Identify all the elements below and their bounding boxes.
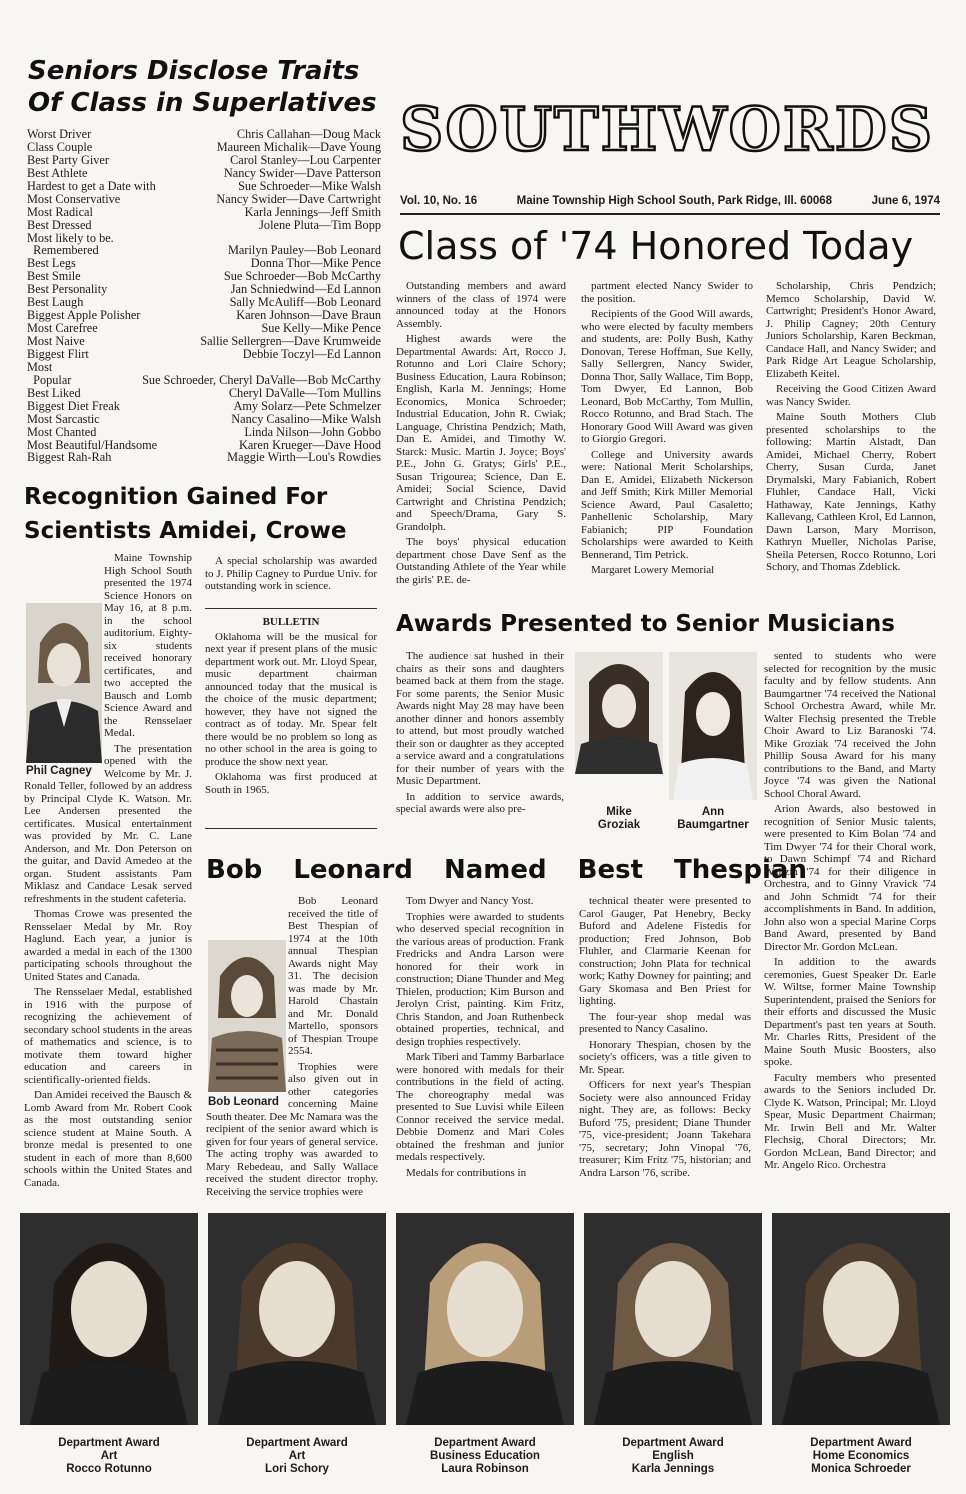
scientists-column-2 xyxy=(205,555,377,596)
superlative-row xyxy=(27,321,381,334)
paragraph: Officers for next year's Thespian Society were also announced Friday night. They are, as follows: Becky Buford '75, president; Diane Thunder '75, vice-president; Joann Takehara '75, secretary; John Vinopal '76, treasurer; Kim Fritz '75, historian; and Andra Larson '76, scribe. xyxy=(579,1079,751,1179)
superlative-label: Popular xyxy=(27,372,72,387)
paragraph: The Rensselaer Medal, established in 1916 with the purpose of recognizing the achievement of secondary school students in the areas of mathematics and science, is to motivate them toward higher education and careers in scientifically-oriented fields. xyxy=(24,986,192,1086)
department-award-photo xyxy=(396,1213,574,1425)
paragraph: Margaret Lowery Memorial xyxy=(591,564,715,576)
thespian-column-1 xyxy=(206,895,378,1201)
paragraph: Thomas Crowe was presented the Rensselaer Medal by Mr. Roy Haglund. Each year, a junior is awarded a medal in each of the 1300 participating schools throughout the United States and Canada. xyxy=(24,908,192,983)
class74-column-3 xyxy=(766,280,936,577)
superlative-names: Nancy Swider—Dave Cartwright xyxy=(216,191,381,206)
department-award-name: Rocco Rotunno xyxy=(66,1463,152,1475)
department-award-title: Department Award xyxy=(58,1437,160,1449)
scholarship-paragraph: A special scholarship was awarded to J. Philip Cagney to Purdue Univ. for outstanding work in science. xyxy=(205,555,377,592)
superlative-names: Debbie Toczyl—Ed Lannon xyxy=(242,346,381,361)
superlatives-headline-line-2: Of Class in Superlatives xyxy=(28,88,377,118)
paragraph: Dan Amidei received the Bausch & Lomb Award from Mr. Robert Cook as the most outstanding senior science student at Maine South. A bronze medal is presented to one student in each of more than 8,600 schools within the United States and Canada. xyxy=(24,1089,192,1189)
superlative-label: Worst Driver xyxy=(27,127,92,141)
superlative-row xyxy=(27,179,381,192)
superlative-label: Biggest Rah-Rah xyxy=(27,450,112,465)
ann-baumgartner-caption xyxy=(669,806,757,832)
paragraph: The boys' physical education department chose Dave Senf as the Outstanding Athlete of the Year while the girls' P.E. de- xyxy=(396,536,566,586)
paragraph: Honorary Thespian, chosen by the society's officers, was a title given to Mr. Spear. xyxy=(579,1038,751,1076)
paragraph: Receiving the Good Citizen Award was Nancy Swider. xyxy=(766,383,936,408)
bob-leonard-caption: Bob Leonard xyxy=(208,1096,279,1108)
superlative-label: Best Smile xyxy=(27,269,81,284)
mike-groziak-last-name: Groziak xyxy=(597,819,641,831)
paragraph: Maine Township High School South presented the 1974 Science Honors on May 16, at 8 p.m. in the school auditorium. Eighty-six students received honorary certificates, and two accepted the Bausch and Lomb Science Award and the Rensselaer Medal. xyxy=(104,552,192,739)
mike-groziak-photo xyxy=(575,652,663,774)
class74-column-1 xyxy=(396,280,566,589)
superlative-row xyxy=(27,153,381,166)
superlative-names: Cheryl DaValle—Tom Mullins xyxy=(228,385,381,400)
paragraph: Arion Awards, also bestowed in recognition of Senior Music talents, were presented to Kim Bolan '74 and Tim Dwyer '74 for their Choral work, to Dawn Schimpf '74 and Richard Waltzin '74 for their diligence in Orchestra, and to Ginny Vravick '74 and John Schmidt '74 for their accomplishments in Band. In addition, John also won a special Marine Corps Band Award, presented by Band Director Mr. Gordon McLean. xyxy=(764,803,936,953)
superlative-names: Nancy Casalino—Mike Walsh xyxy=(231,411,381,426)
phil-cagney-caption: Phil Cagney xyxy=(26,765,92,777)
department-award-title: Department Award xyxy=(434,1437,536,1449)
superlative-label: Most Radical xyxy=(27,204,93,219)
superlative-row xyxy=(27,425,381,438)
superlative-row xyxy=(27,386,381,399)
department-award-photo xyxy=(772,1213,950,1425)
musicians-column-1 xyxy=(396,650,564,819)
department-award-dept: Business Education xyxy=(430,1450,540,1462)
thespian-headline: Bob Leonard Named Best Thespian xyxy=(206,855,807,885)
scientists-headline-line-2: Scientists Amidei, Crowe xyxy=(24,518,347,544)
superlative-names: Nancy Swider—Dave Patterson xyxy=(223,165,381,180)
bulletin-title: BULLETIN xyxy=(262,616,320,628)
superlative-label: Most Sarcastic xyxy=(27,411,100,426)
superlative-row xyxy=(27,166,381,179)
class74-column-2 xyxy=(581,280,753,580)
paragraph: Scholarship, Chris Pendzich; Memco Scholarship, David W. Cartwright; President's Honor Award, J. Philip Cagney; 20th Century Juniors Scholarship, Karen Beckman, Candace Hall, and Nancy Swider; and Park Ridge Art League Scholarship, Elizabeth Keitel. xyxy=(766,280,936,380)
school-name: Maine Township High School South, Park Ridge, Ill. 60068 xyxy=(516,195,833,207)
department-award-dept: Home Economics xyxy=(812,1450,910,1462)
superlative-label: Biggest Apple Polisher xyxy=(27,308,141,323)
paragraph: Faculty members who presented awards to the Seniors included Dr. Clyde K. Watson, Principal; Mr. Lloyd Spear, Music Department Chairman; Mr. Irwin Bell and Mr. Walter Flechsig, Choral Directors; Mr. Gordon McLean, Band Director; and Mr. Angelo Rico. Orchestra xyxy=(764,1071,936,1171)
paragraph: sented to students who were selected for recognition by the music faculty and by fellow students. Ann Baumgartner '74 received the National School Orchestra Award, while Mr. Walter Flechsig presented the Treble Choir Award to Liz Baranoski '74. Mike Groziak '74 received the John Phillip Sousa Award for his many contributions to the Band, and Marty Joyce '74 was given the National School Choral Award. xyxy=(764,650,936,800)
department-award-caption xyxy=(584,1437,762,1476)
paragraph: Highest awards were the Departmental Awards: Art, Rocco J. Rotunno and Lori Claire Schory; Business Education, Laura Robinson; English, Karla M. Jennings; Home Economics, Monica Schroeder; Industrial Education, John R. Cwiak; Language, Christina Pendzich; Math, Dan E. Amidei, and Timothy W. Starck: Music. Martin J. Joyce; Boys' P.E., John G. Gratys; Girls' P.E., Susan Trigourea; Science, Dan E. Amidei; Social Science, David Cartwright and Christina Pendzich; and Speech/Drama, Gary S. Grandolph. xyxy=(396,333,566,533)
superlative-label: Biggest Diet Freak xyxy=(27,398,120,413)
department-award-name: Karla Jennings xyxy=(631,1463,715,1475)
superlative-row xyxy=(27,450,381,463)
musicians-column-2 xyxy=(764,650,936,1175)
superlative-label: Biggest Flirt xyxy=(27,346,89,361)
volume-number: Vol. 10, No. 16 xyxy=(400,195,478,207)
superlative-names: Chris Callahan—Doug Mack xyxy=(236,127,381,141)
superlative-row xyxy=(27,192,381,205)
superlative-label: Most xyxy=(27,359,53,374)
superlative-label: Best Personality xyxy=(27,282,108,297)
department-award-caption xyxy=(20,1437,198,1476)
superlative-label: Best Legs xyxy=(27,256,76,271)
superlative-names: Amy Solarz—Pete Schmelzer xyxy=(233,398,381,413)
paragraph: Maine South Mothers Club presented scholarships to the following: Martin Alstadt, Dan Amidei, Michael Cherry, Robert Cherry, Susan Curda, Janet Drymalski, Mary Fabianich, Robert Fluhler, Candace Hall, Vicki Hathaway, Kate Jennings, Kathy Kallevang, Cathleen Krol, Ed Lannon, Dawn Larson, Mary Morrison, Kathryn Mueller, Nicholas Parise, Sheila Petersen, Rocco Rotunno, Lori Schory, and Thomas Zdeblick. xyxy=(766,411,936,573)
paragraph: Bob Leonard received the title of Best Thespian of 1974 at the 10th annual Thespian Awards night May 31. The decision was made by Mr. Harold Chastain and Mr. Donald Martello, sponsors of Thespian Troupe 2554. xyxy=(288,895,378,1057)
superlative-names: Sue Schroeder, Cheryl DaValle—Bob McCarthy xyxy=(142,372,381,387)
superlative-names: Maggie Wirth—Lou's Rowdies xyxy=(227,450,381,465)
superlative-names: Sally McAuliff—Bob Leonard xyxy=(229,295,381,310)
ann-baumgartner-last-name: Baumgartner xyxy=(677,819,749,831)
bulletin-text-2: Oklahoma was first produced at South in 1965. xyxy=(205,771,377,796)
superlative-label: Most Conservative xyxy=(27,191,121,206)
class74-headline: Class of '74 Honored Today xyxy=(398,224,914,268)
superlative-label: Best Laugh xyxy=(27,295,84,310)
superlative-row xyxy=(27,347,381,360)
superlative-names: Sue Schroeder—Bob McCarthy xyxy=(223,269,381,284)
department-award-photo xyxy=(208,1213,386,1425)
superlative-label: Most Chanted xyxy=(27,424,97,439)
superlative-row xyxy=(27,218,381,231)
superlative-row xyxy=(27,438,381,451)
paragraph: technical theater were presented to Carol Gauger, Pat Henebry, Becky Buford and Adelene Fistedis for production; Fred Johnson, Bob Fluhler, and Clarmarie Keenan for construction; John Plata for technical work; Kathy Downey for painting; and Gary Skomasa and Ben Priest for lighting. xyxy=(579,895,751,1007)
ann-baumgartner-first-name: Ann xyxy=(701,806,725,818)
superlative-names: Jan Schniedwind—Ed Lannon xyxy=(230,282,381,297)
superlative-names: Maureen Michalik—Dave Young xyxy=(216,139,381,154)
photo-spacer xyxy=(24,602,104,778)
superlatives-headline-line-1: Seniors Disclose Traits xyxy=(28,56,360,86)
department-award-dept: Art xyxy=(100,1450,118,1462)
superlative-label: Best Liked xyxy=(27,385,81,400)
superlative-label: Most Carefree xyxy=(27,321,98,336)
thespian-column-2 xyxy=(396,895,564,1182)
thespian-column-3 xyxy=(579,895,751,1182)
photo-spacer xyxy=(206,935,288,1107)
paragraph: Mark Tiberi and Tammy Barbarlace were honored with medals for their contributions in the field of acting. The choreography medal was presented to Sue Luvisi while Eileen Connor received the service medal. Debbie Domenz and Mari Coles obtained the freshman and junior medals respectively. xyxy=(396,1051,564,1163)
paragraph: The presentation opened with the Welcome by Mr. J. Ronald Teller, followed by an address by Principal Clyde K. Watson. Mr. Lee Andersen presented the certificates. Musical entertainment was provided by Mr. C. Lane Anderson, and Mr. Don Peterson on the guitar, and David Amedeo at the organ. Student assistants Pam Miklasz and Candace Lesak served refreshments in the student cafeteria. xyxy=(24,742,192,905)
superlative-row xyxy=(27,412,381,425)
superlative-names: Marilyn Pauley—Bob Leonard xyxy=(228,243,381,258)
superlative-label: Most Naive xyxy=(27,334,85,348)
department-award-name: Lori Schory xyxy=(265,1463,329,1475)
scientists-column-1 xyxy=(24,552,192,1192)
superlative-label: Hardest to get a Date with xyxy=(27,178,156,193)
masthead-info xyxy=(400,195,940,207)
superlative-row xyxy=(27,373,381,386)
superlative-names: Karen Johnson—Dave Braun xyxy=(236,308,381,323)
paragraph: In addition to the awards ceremonies, Guest Speaker Dr. Earle W. Wiltse, former Maine Township Superintendent, praised the Seniors for their efforts and discussed the Music Department's past ten years at South. Mr. Charles Ritts, President of the Maine South Music Boosters, also spoke. xyxy=(764,956,936,1068)
superlative-names: Karen Krueger—Dave Hood xyxy=(238,437,381,452)
superlative-names: Carol Stanley—Lou Carpenter xyxy=(230,152,381,167)
bulletin-rule-top xyxy=(205,608,377,609)
department-award-name: Monica Schroeder xyxy=(811,1463,911,1475)
bulletin-box xyxy=(205,616,377,799)
paragraph: Outstanding members and award winners of the class of 1974 were announced today at the Honors Assembly. xyxy=(396,280,566,330)
department-award-title: Department Award xyxy=(810,1437,912,1449)
department-award-title: Department Award xyxy=(246,1437,348,1449)
superlative-row xyxy=(27,140,381,153)
paragraph: Tom Dwyer and Nancy Yost. xyxy=(406,895,534,907)
paragraph: Medals for contributions in xyxy=(406,1166,527,1179)
superlative-row xyxy=(27,360,381,373)
superlative-label: Class Couple xyxy=(27,139,93,154)
scientists-headline-line-1: Recognition Gained For xyxy=(24,484,328,510)
superlative-label: Most Beautiful/Handsome xyxy=(27,437,158,452)
superlative-names: Donna Thor—Mike Pence xyxy=(250,256,381,271)
superlative-row xyxy=(27,308,381,321)
superlative-names: Karla Jennings—Jeff Smith xyxy=(244,204,381,219)
bulletin-rule-bottom xyxy=(205,828,377,829)
ann-baumgartner-photo xyxy=(669,652,757,800)
superlative-row xyxy=(27,243,381,256)
scientists-headline xyxy=(24,480,347,548)
superlative-names: Sallie Sellergren—Dave Krumweide xyxy=(200,334,381,348)
superlative-label: Best Dressed xyxy=(27,217,92,232)
superlative-row xyxy=(27,334,381,347)
department-award-dept: English xyxy=(652,1450,694,1462)
superlative-label: Best Party Giver xyxy=(27,152,109,167)
paragraph: partment elected Nancy Swider to the position. xyxy=(581,280,753,305)
issue-date: June 6, 1974 xyxy=(871,195,940,207)
paragraph: Trophies were also given out in other categories concerning Maine South theater. Dee Mc Namara was the recipient of the senior award which is given for four years of general service. The acting trophy was awarded to Mary Rebedeau, and Sally Wallace received the student director trophy. Receiving the service trophies were xyxy=(206,1060,378,1198)
paragraph: College and University awards were: National Merit Scholarships, Dan E. Amidei, Elizabeth Nickerson and Jeff Smith; Kirk Miller Memorial Science Award, Paul Casaletto; Panhellenic Scholarship, Mary Fabianich; PIP Foundation Scholarships were awarded to Keith Bennerand, Tim Petrick. xyxy=(581,448,753,561)
department-award-row xyxy=(20,1213,960,1483)
department-award-caption xyxy=(772,1437,950,1476)
paragraph: In addition to service awards, special awards were also pre- xyxy=(396,790,564,815)
superlative-label: Most likely to be. xyxy=(27,230,114,245)
superlatives-headline xyxy=(28,55,377,119)
mike-groziak-caption xyxy=(575,806,663,832)
paragraph: Trophies were awarded to students who deserved special recognition in the various areas of production. Frank Fredricks and Andra Larson were honored for their work in construction; Diane Thunder and Meg Thielen, production; Kim Burson and Jerolyn Crist, painting. Kim Fritz, Chris Standon, and Joan Ruthenbeck obtained properties, technical, and design trophies respectively. xyxy=(396,910,564,1048)
department-award-caption xyxy=(396,1437,574,1476)
superlative-label: Remembered xyxy=(27,243,99,258)
superlative-names: Sue Kelly—Mike Pence xyxy=(261,321,381,336)
paragraph: Recipients of the Good Will awards, who were elected by faculty members and students, are: Polly Bush, Kathy Donovan, Terese Hoffman, Sue Kelly, Sally Sellergren, Nancy Swider, Donna Thor, Sally Wallace, Tim Bopp, Tom Dwyer, Ed Lannon, Bob Leonard, Bob McCarthy, Tom Mullin, Rocco Rotunno, and Brad Stach. The Honorary Good Will Award was given to Giorgio Gregori. xyxy=(581,308,753,445)
bulletin-text-1: Oklahoma will be the musical for next year if present plans of the music department work out. Mr. Lloyd Spear, music department chairman announced today that the musical is the choice of the music department; however, they have not signed the contract as of today. Mr. Spear felt there would be no problem so long as no other school in the area is going to produce the show next year. xyxy=(205,630,377,768)
superlative-row xyxy=(27,399,381,412)
department-award-title: Department Award xyxy=(622,1437,724,1449)
superlative-row xyxy=(27,269,381,282)
superlative-row xyxy=(27,256,381,269)
superlatives-list xyxy=(27,127,381,463)
department-award-photo xyxy=(20,1213,198,1425)
masthead-title: SOUTHWORDS xyxy=(400,95,935,165)
musicians-headline: Awards Presented to Senior Musicians xyxy=(396,611,895,637)
paragraph: The four-year shop medal was presented to Nancy Casalino. xyxy=(579,1010,751,1035)
superlative-names: Jolene Pluta—Tim Bopp xyxy=(259,217,381,232)
department-award-dept: Art xyxy=(288,1450,306,1462)
superlative-names: Sue Schroeder—Mike Walsh xyxy=(238,178,381,193)
superlative-names: Linda Nilson—John Gobbo xyxy=(244,424,381,439)
mike-groziak-first-name: Mike xyxy=(606,806,632,818)
superlative-row xyxy=(27,127,381,140)
department-award-caption xyxy=(208,1437,386,1476)
department-award-name: Laura Robinson xyxy=(441,1463,529,1475)
superlative-row xyxy=(27,205,381,218)
paragraph: The audience sat hushed in their chairs as their sons and daughters beamed back at them from the stage. For some parents, the Senior Music Awards night May 28 may have been another dinner and honors assembly to attend, but most proudly watched their son or daughter as they accepted a service award and a congratulations for their number of years with the Music Department. xyxy=(396,650,564,787)
department-award-photo xyxy=(584,1213,762,1425)
superlative-row xyxy=(27,295,381,308)
masthead-rule xyxy=(400,213,940,215)
superlative-label: Best Athlete xyxy=(27,165,88,180)
superlative-row xyxy=(27,282,381,295)
superlative-row xyxy=(27,231,381,244)
